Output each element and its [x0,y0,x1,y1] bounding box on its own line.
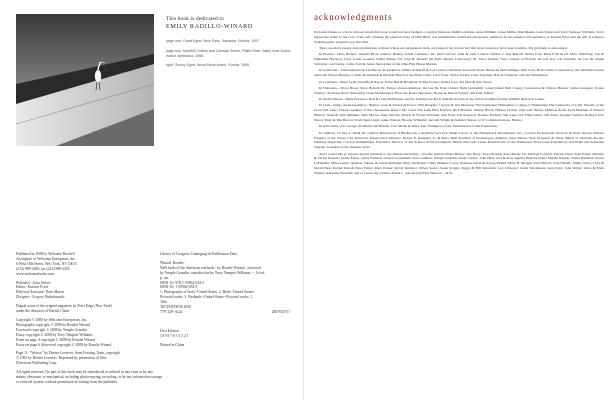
rights-statement [16,370,288,385]
scan-line: under the direction of Patrick Clinie [16,309,70,314]
bird-photograph [16,14,154,146]
cip-line: by Temple Grandin ; introduction by Terry Tempest Williams. -- 1st ed. [160,270,266,275]
staff-line: Publisher: Lena Tabori [16,280,51,285]
right-page [304,0,609,400]
cip-line: Title. [160,300,168,305]
scan-line: Digital scans of the original negatives by Peter Edge (New York) [16,304,112,309]
dedication [166,16,296,73]
cip-data [160,252,290,352]
notice-line: Photographs copyright © 2008 by Rosalie Winard [16,322,90,327]
dedication-name: EMILY RADILLO-WINARD [166,23,253,30]
photo-caption: right: Snowy Egret, Anna Maria Island, Florida, 1996 [166,63,250,68]
ack-paragraph: There are many people and organizations without whose encouragement, help, and support my travels and this book would not have been possible. My gratitude is unbounded. [319,46,568,51]
ack-paragraph: In Nebraska—Tricia Brose; Steve Brandt; Dr. Felipe Chavez-Ramirez; the late Dr. Paul Currier; Beth Goldsmith; Grand Island Hall County Convention & Visitors Bureau; James Jenniges; Donna Vanlloy; the Platte River Whooping Crane Maintenance Trust; the Rowe Sanctuary; Bonne & Renate Sattley; and Paul Tebbel. [314,85,604,95]
publisher-line: 6 West 18th Street, New York, NY 10011 [16,261,77,266]
cip-author: Winard, Rosalie. [160,260,185,265]
cip-heading: Library of Congress Cataloging-in-Publication Data [160,252,237,256]
cip-line: Pictorial works. 3. Wetlands--United States--Pictorial works. I. [160,295,253,300]
cip-call-row [160,310,290,315]
photo-caption: page one: Great Egret, New Pass, Sarasota, Florida, 1997 [166,39,260,43]
notice-line: Poem on page 4 copyright © 2008 by Rosalie Winard [16,337,96,342]
notice-line: Essay on page 6 Afterword copyright © 2008 by Rosalie Winard [16,342,112,347]
cip-lccn: 2007043711 [271,309,290,314]
staff-credits [16,281,142,301]
rights-line: means, electronic or mechanical, including photocopying, recording, or by any information storage [16,375,163,380]
cip-line: p. cm. [160,275,170,280]
publisher-line: Published in 2008 by Welcome Books® [16,252,76,256]
copyright-notices [16,318,142,347]
cip-call-number: 779'.328--dc22 [160,309,183,314]
cip-line: 1. Photography of birds--United States. 2. Birds--United States-- [160,290,256,295]
publisher-info [16,252,142,277]
ack-paragraph: In Louisiana—Mary Lynn Choulffe & Rayou Teche Bed & Breakfast; Elaine Fortier; Danny Ives; and Matt & Ann Sevey. [319,79,493,84]
copyright-block [16,252,163,389]
edition-label: First Edition [160,328,179,333]
credit-line: Directions Publishing Corp. [16,361,58,366]
acknowledgments-title: acknowledgments [314,12,393,22]
ack-paragraph: In North Dakota—Mick Erickson; Deb & Craig Hoffmann; and Dr. Tommy Lee & Dr. Marsha Sovada of the USGS Northern Prairie Wildlife Research Center. [319,97,545,102]
ack-paragraph: And I would like to express special gratitude to my friends and family—Yvonne Adrian; Diana Burrey; Sue Barry; Terry Bruene; Zetta Brody; Dr. Michael Cradoch; Patrick Cline; Kate Edgar; Melanie & Vivian Epstein; Alexis Farley; Abby Fullrich; Lauren Goodsmith; Jean Godman; Temple Grandin; Andy Greene; John Haas; Joel & Rose Ingalls; Barbara Kane; Martha Kaplan; Shelia Kindhiel; David LaFleisher; Mina Laster; Quinton, Salena, & Susan Mattingu; Mary McDonie; Cindy Mueller; Carol; Norman, Orlan & Alyssa Mount; Mary B. Morgan; Fred Murris; Tom Nissim; Jimmy Ocho; Clara & David Park; Rachel Park & Dave Fuller; Mary Parker; Kristy Reichert; Oliver Sacks; Susan Scaggs; Peggy & Bill Sebastian; Joel Schwartz; Linda Smokbeare; Ann Toms; John Weber; Allan & Ellen Wexler; Adrienne Woorum; and of course my parents, Arline L. and the late Eliot Winard. —R.W. [314,151,604,175]
ack-paragraph: In Wisconsin—Dr. George Archibald, Jeb Barzen, Curt Meine & Mary Ann Wellington of the International Crane Foundation. [319,124,499,129]
rights-line: All rights reserved. No part of this book may be reproduced or utilized in any form or by any [16,370,154,375]
photo-caption: page two: Sandhill Cranes and Canada Geese, Platte River Valley near Grand Island, Nebraska, 1998 [166,48,291,58]
ack-paragraph: In Florida—Chris Becker; Jennifer Brod; Andrew Bishop; Kristi Caudebec; Dr. Paul Carlson; Julie & John Connor; Debbie C Ray Bausch; Marty Folk; Ruth Folit & Dr. Marc Weinberg; Lee & Samantha Harrison; Capt. Louis Leonard; Emily Meuse; Dr. John B. Mozell; the Mote Marine Laboratory; Dr. Steve Nesbitt; New College of Florida; the late Kay von Schmidt; the late Dr. Ralph Schreiber; and Ginny, Colin, Tom & Jessie Skowayski of the Ohio Fish House Marina. [314,52,604,67]
notice-line: Copyright © 2008 by Welcome Enterprises, Inc. [16,317,88,322]
cip-line: ISBN-10: 978-1-59962-034-5 [160,280,205,285]
permission-credit [16,351,142,366]
cip-call-number: TR729.B5W56 2008 [160,305,191,310]
staff-line: Editor: Katrina Fried [16,285,49,290]
publisher-line: (212) 989-3200; fax (212) 989-3205 [16,266,70,271]
cip-line: ISBN-10: 1-59962-034-9 [160,285,198,290]
dedication-intro: This book is dedicated to [166,16,224,22]
printing-line: 10 9 8 7 6 5 4 3 2 1 [160,333,189,338]
scan-credit [16,304,142,314]
ack-paragraph: In California—Tim Anderson & Liz Barron du Audubon; Jimmy Arnimoff & Los Cerritos Wetlands Stewards; Peter Barnes & Mesa Refuge; Pam Case; Bolsa Chica Conservancy; the Wetlands Action Network; Eileen Murphy; Connie Roudebush & Matilda Hirsch of the Bolsa Chica Land Trust; Taylor Parker; Chris Topping; Marcia Somerset; and Jan Williamson. [314,68,604,78]
ack-paragraph: In Utah—Ringo Anderson-Pierce; Digital, Lynn & Patrick & Porter; Phil Douglas; Carolyn & Jim Dreyfous; Environmental Humanities College of Humanities The University of Utah; Friends of the Great Salt Lake; Thayne Gethner of the Chesapeake Duck Club; Great Salt Lake Bird Festival; Rich Hansen; Johnny Hatch; Helena Levine; John Luft; Becky Matthew & the Utah Museum of Natural History; Anne & John Milliken; Julie Moore; Anne Neville; Robert & Vickie Newman; Don Paul; Joel Peterson; Deanna Poulsen; Salt Lake City Film Center; Jeff Saltz; Stephen Steudel; Kathryn Toll; Nancy Truty & Tim Brown; Utah Open Lands; Anne Watson; Brooke Williams; and Jeff Wright & Jennifer Shaver of W Communications, Helena. [314,103,604,122]
ack-paragraph: Profound thanks to a flock without whom this book would not have fledged—Catalyst Drayton, Judith Goldman, Anne Millikin, Jones Millin, Julie Meeks, Lena Tabori and Terry Tempest Williams. Terry helped me return to the core of my self. Owning the physical body of Wild Birds was immediately facilitated and greatly enhanced by the patience and guidance of Katrina Fried and the gift of Gregory Wakabayashi's exquisite eye and calm. [314,30,604,44]
credit-line: Page 11: "Winsor" by Denise Levertov, from Evening Train, copyright [16,351,120,356]
staff-line: Editorial Assistant: Kara Mason [16,290,65,295]
edition-info [160,329,290,339]
left-page [0,0,304,400]
acknowledgments-body [314,30,604,395]
cip-line: Wild birds of the American wetlands / by Rosalie Winard ; foreword [160,265,261,270]
publisher-line: www.welcomebooks.com [16,271,55,276]
publisher-line: An imprint of Welcome Enterprises, Inc. [16,256,76,261]
staff-line: Designer: Gregory Wakabayashi [16,295,65,300]
rights-line: or retrieval system, without permission in writing from the publisher. [16,379,118,384]
notice-line: Foreword copyright © 2008 by Temple Grandin [16,327,87,332]
credit-line: © 1992 by Denise Levertov. Reprinted by permission of New [16,356,107,361]
notice-line: Essay copyright © 2008 by Terry Tempest Williams [16,332,93,337]
ack-paragraph: In addition, I'd like to thank Dr. Charles Birnbroeck of Birnbroeck Consultant Services; Hugh Carolo of the Hackensack Riverkeeper, Inc.; Coastal Professional Services & Drew Sports; Marion Frappier of the Jersey City Reservoir Preservation Alliance; Robert E. Kennedy, Jr. & Mary Beth Postman of Waterkeeper Alliance; Kara Mason, Erin Norgaard & Wade Shiloh of Welcome Books; Pentland magazine; Carolyn Rathmeltgen, Executive Director of the Science & Environmental Health Network; Leslie Rosdi-Evans of the Wilderness Road Land Foundation; and Erika and Sebastian Salgado, founders of the Instituto Terra. [314,130,604,150]
cip-entry [160,261,290,315]
printed-in: Printed in China [160,342,185,347]
